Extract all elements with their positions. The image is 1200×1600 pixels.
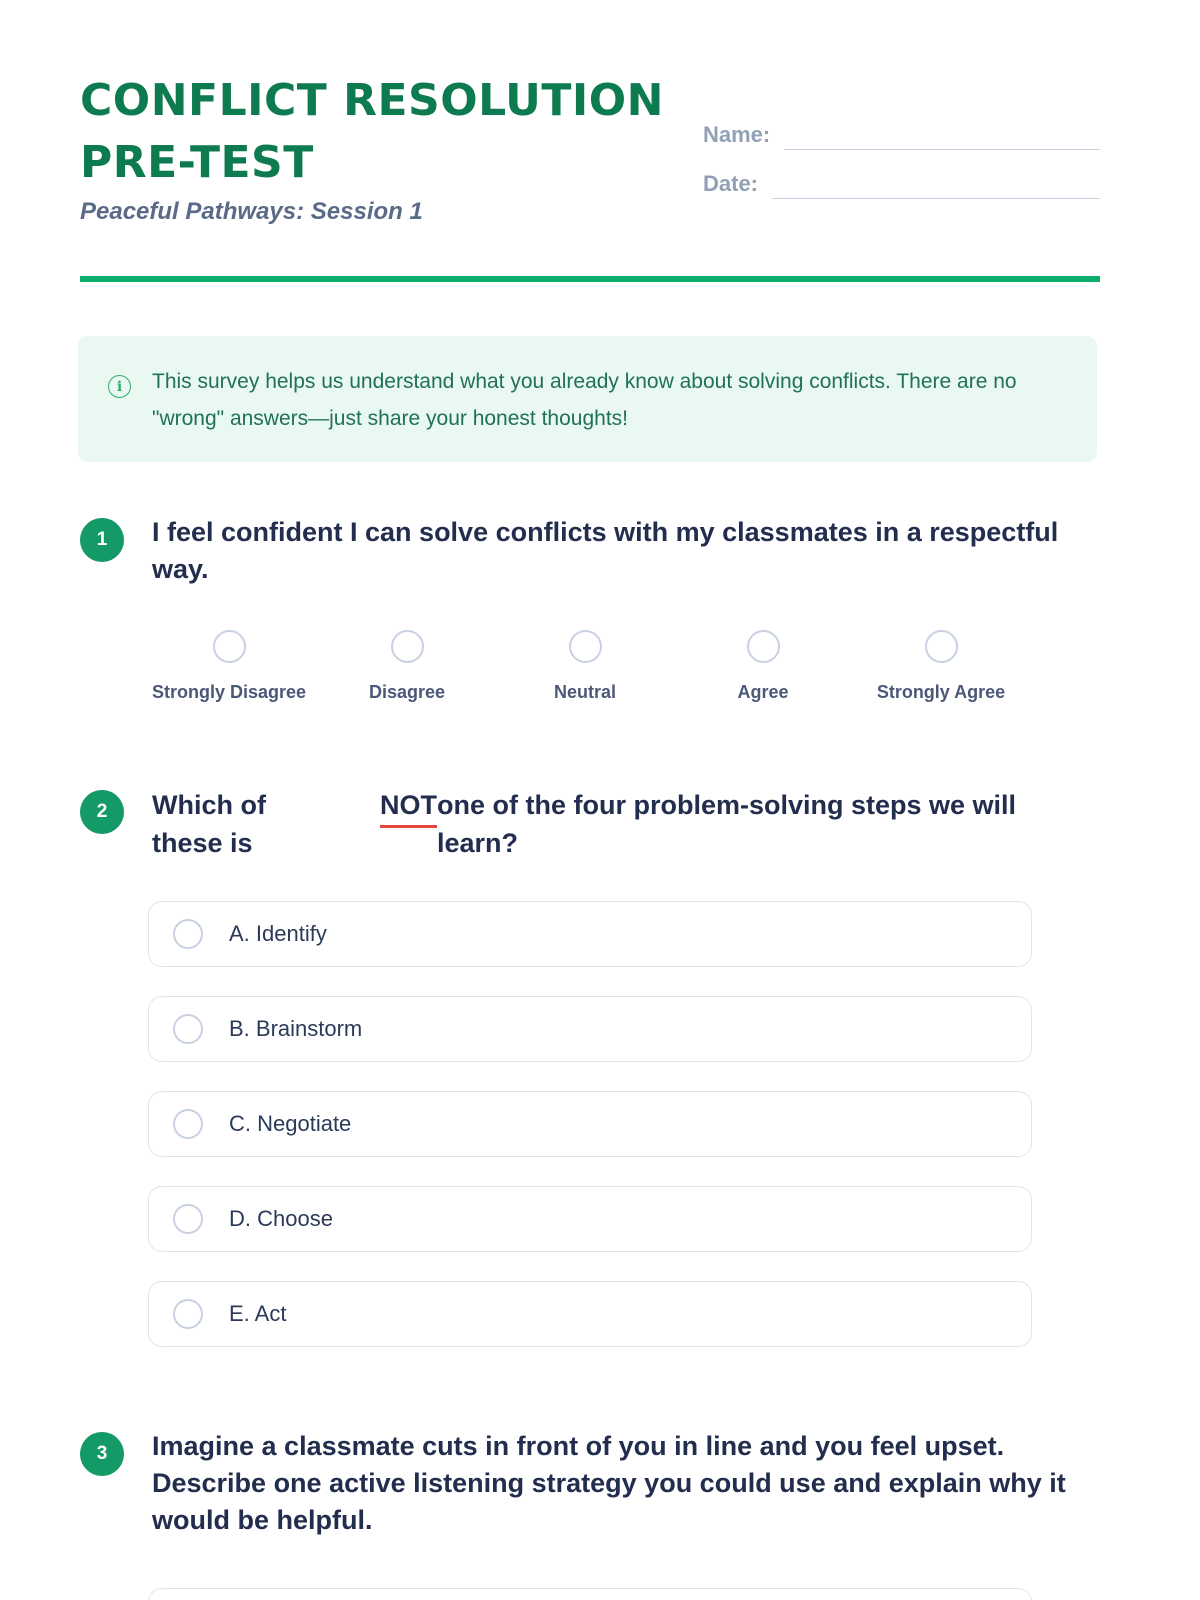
question-3-text: Imagine a classmate cuts in front of you in line and you feel upset. Describe one active listening strategy you could use and explain why it would be helpful. [152,1431,1066,1535]
question-1-likert-scale [140,630,1030,703]
radio-button-icon[interactable] [173,1109,203,1139]
info-icon: i [108,375,131,398]
likert-option-strongly-agree[interactable] [852,630,1030,703]
section-divider [80,276,1100,282]
name-row [703,108,1100,150]
question-2-number: 2 [96,801,108,822]
likert-option-neutral[interactable] [496,630,674,703]
option-label: B. Brainstorm [229,1016,363,1041]
info-banner-text: This survey helps us understand what you already know about solving conflicts. There are no "wrong" answers—just share your honest thoughts! [152,370,1017,430]
page-title-line-1: CONFLICT RESOLUTION [80,75,664,126]
likert-option-label: Agree [737,682,789,702]
question-2-number-badge [80,790,124,834]
page-title [80,70,664,194]
radio-button-icon[interactable] [391,630,424,663]
question-3-answer-textarea[interactable] [148,1588,1032,1600]
radio-button-icon[interactable] [747,630,780,663]
option-e-act[interactable] [148,1281,1032,1347]
question-3-number: 3 [96,1443,108,1464]
option-c-negotiate[interactable] [148,1091,1032,1157]
date-input[interactable] [772,167,1100,199]
question-2-text-part2: one of the four problem-solving steps we will learn? [437,790,1017,858]
option-b-brainstorm[interactable] [148,996,1032,1062]
info-banner [78,336,1097,462]
likert-option-agree[interactable] [674,630,852,703]
page-title-line-2: PRE-TEST [80,137,314,188]
question-1-number-badge [80,518,124,562]
date-row [703,157,1100,199]
question-3-number-badge [80,1432,124,1476]
radio-button-icon[interactable] [173,1204,203,1234]
question-1-text: I feel confident I can solve conflicts with my classmates in a respectful way. [152,517,1059,584]
radio-button-icon[interactable] [173,1014,203,1044]
option-label: E. Act [229,1301,287,1326]
radio-button-icon[interactable] [173,1299,203,1329]
likert-option-label: Strongly Agree [876,682,1006,702]
likert-option-strongly-disagree[interactable] [140,630,318,703]
likert-option-disagree[interactable] [318,630,496,703]
option-a-identify[interactable] [148,901,1032,967]
option-label: D. Choose [229,1206,333,1231]
radio-button-icon[interactable] [173,919,203,949]
date-label: Date: [703,171,759,196]
page-subtitle: Peaceful Pathways: Session 1 [80,198,423,225]
option-label: C. Negotiate [229,1111,352,1136]
option-label: A. Identify [229,921,327,946]
radio-button-icon[interactable] [925,630,958,663]
question-2-text-part1: Which of these is [152,790,266,858]
radio-button-icon[interactable] [213,630,246,663]
radio-button-icon[interactable] [569,630,602,663]
question-2-options [148,901,1032,1376]
option-d-choose[interactable] [148,1186,1032,1252]
question-1-number: 1 [96,529,108,550]
name-label: Name: [703,122,771,147]
name-date-block [703,108,1100,206]
question-2-emphasis-not: NOT [380,786,437,828]
likert-option-label: Neutral [553,682,616,702]
likert-option-label: Disagree [368,682,446,702]
name-input[interactable] [784,118,1100,150]
question-2-text [152,786,1082,862]
likert-option-label: Strongly Disagree [151,682,307,702]
